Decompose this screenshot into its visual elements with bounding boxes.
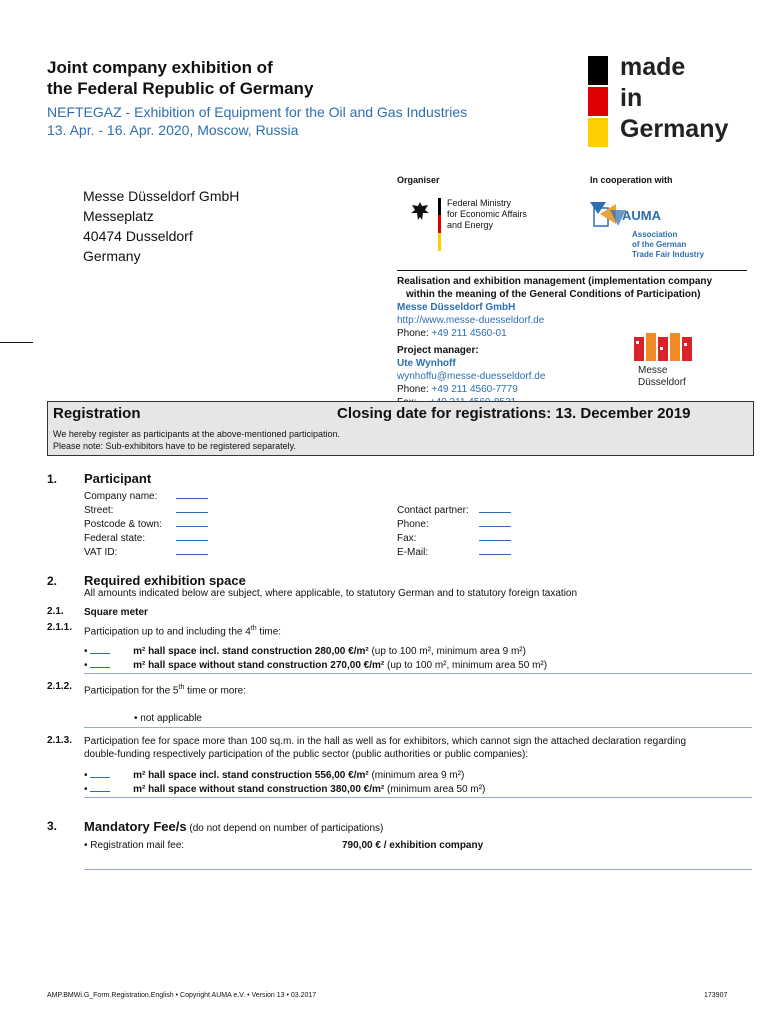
auma-tagline-line: Association (632, 230, 678, 239)
section-divider (84, 797, 752, 798)
sqm-field-without-380[interactable] (90, 781, 110, 792)
contact-partner-row: Contact partner: (397, 505, 469, 516)
ministry-name-line: and Energy (447, 220, 494, 230)
ministry-logo (408, 198, 548, 260)
vat-id-field[interactable] (176, 544, 208, 555)
logo-word-in: in (620, 84, 643, 112)
management-heading-cont: within the meaning of the General Conditions of Participation) (406, 289, 701, 300)
title-line-2: the Federal Republic of Germany (47, 79, 314, 98)
event-dates: 13. Apr. - 16. Apr. 2020, Moscow, Russia (47, 122, 299, 138)
fee-item-label: • Registration mail fee: (84, 840, 185, 851)
management-phone-row: Phone: +49 211 4560-01 (397, 328, 507, 339)
management-divider (397, 270, 747, 271)
company-name-row: Company name: (84, 491, 158, 502)
subsection-2-1-1-text: Participation up to and including the 4th time: (84, 625, 282, 638)
ministry-name-line: Federal Ministry (447, 198, 512, 208)
section-divider (84, 673, 752, 674)
auma-logo (588, 198, 728, 260)
section-heading-space: Required exhibition space (84, 573, 246, 588)
registration-box (47, 401, 754, 456)
registration-title: Registration (53, 405, 141, 422)
section-number: 3. (47, 819, 58, 833)
title-line-1: Joint company exhibition of (47, 58, 273, 77)
flag-red-stripe (588, 87, 608, 116)
section-divider (84, 727, 752, 728)
registration-note: We hereby register as participants at the above-mentioned participation. (53, 429, 340, 439)
fee-amount: 790,00 € / exhibition company (342, 840, 484, 851)
footer-form-number: 173907 (704, 992, 728, 999)
subsection-2-1-2-text: Participation for the 5th time or more: (84, 684, 247, 697)
management-phone: +49 211 4560-01 (431, 328, 507, 339)
sqm-field-without-270[interactable] (90, 657, 110, 668)
contact-partner-field[interactable] (479, 502, 511, 513)
street-row: Street: (84, 505, 114, 516)
subsection-title-square-meter: Square meter (84, 607, 148, 618)
recipient-address (83, 186, 239, 266)
document-title (47, 57, 313, 99)
phone-field[interactable] (479, 516, 511, 527)
ministry-name-line: for Economic Affairs (447, 209, 527, 219)
federal-eagle-icon (408, 200, 432, 224)
company-name-field[interactable] (176, 488, 208, 499)
address-line: Messe Düsseldorf GmbH (83, 188, 240, 204)
logo-word-germany: Germany (620, 115, 729, 143)
subsection-2-1-3-text: Participation fee for space more than 100 sq.m. in the hall as well as for exhibitors, which cannot sign the attached declaration regarding double-funding respectively participation of the public sector (public authorities or public companies): (84, 736, 687, 760)
address-line: 40474 Dusseldorf (83, 228, 193, 244)
sqm-field-incl-556[interactable] (90, 767, 110, 778)
section-number: 1. (47, 472, 58, 486)
option-incl-construction-280: • m² hall space incl. stand construction 280,00 €/m² (up to 100 m², minimum area 9 m²) (84, 643, 526, 658)
fold-mark (0, 342, 33, 343)
project-manager-email-link[interactable]: wynhoffu@messe-duesseldorf.de (397, 371, 546, 382)
address-line: Messeplatz (83, 208, 154, 224)
ministry-flag-black (438, 198, 441, 215)
event-name: NEFTEGAZ - Exhibition of Equipment for the Oil and Gas Industries (47, 104, 468, 120)
ministry-flag-gold (438, 233, 441, 251)
email-field[interactable] (479, 544, 511, 555)
fax-field[interactable] (479, 530, 511, 541)
messe-logo-word: Düsseldorf (638, 377, 686, 388)
not-applicable-text: • not applicable (134, 713, 202, 724)
option-without-construction-380: • m² hall space without stand construction 380,00 €/m² (minimum area 50 m²) (84, 781, 485, 796)
tax-note: All amounts indicated below are subject, where applicable, to statutory German and to statutory foreign taxation (84, 588, 578, 599)
messe-m-emblem-icon (634, 333, 694, 361)
management-website-link[interactable]: http://www.messe-duesseldorf.de (397, 315, 545, 326)
messe-duesseldorf-logo (632, 333, 712, 389)
postcode-row: Postcode & town: (84, 519, 162, 530)
fax-row: Fax: (397, 533, 417, 544)
logo-word-made: made (620, 53, 686, 81)
management-company: Messe Düsseldorf GmbH (397, 302, 516, 313)
subsection-number: 2.1. (47, 606, 64, 617)
postcode-town-field[interactable] (176, 516, 208, 527)
closing-date: Closing date for registrations: 13. December 2019 (337, 405, 691, 422)
subsection-number: 2.1.2. (47, 681, 73, 692)
ministry-flag-red (438, 215, 441, 233)
messe-logo-word: Messe (638, 365, 668, 376)
auma-name: AUMA (622, 208, 661, 223)
option-incl-construction-556: • m² hall space incl. stand construction 556,00 €/m² (minimum area 9 m²) (84, 767, 464, 782)
section-heading-fees: Mandatory Fee/s (do not depend on number of participations) (84, 819, 384, 834)
vat-id-row: VAT ID: (84, 547, 118, 558)
option-without-construction-270: • m² hall space without stand construction 270,00 €/m² (up to 100 m², minimum area 50 m²) (84, 657, 547, 672)
section-heading-participant: Participant (84, 471, 152, 486)
auma-tagline-line: of the German (632, 240, 687, 249)
auma-tagline-line: Trade Fair Industry (632, 250, 705, 259)
federal-state-row: Federal state: (84, 533, 146, 544)
registration-note: Please note: Sub-exhibitors have to be registered separately. (53, 441, 296, 451)
section-divider (84, 869, 752, 870)
sqm-field-incl-280[interactable] (90, 643, 110, 654)
project-manager-label: Project manager: (397, 345, 479, 356)
footer-copyright: AMP.BMWi.G_Form.Registration.English • Copyright AUMA e.V. • Version 13 • 03.2017 (47, 992, 317, 999)
project-manager-phone-row: Phone: +49 211 4560-7779 (397, 384, 518, 395)
federal-state-field[interactable] (176, 530, 208, 541)
subsection-number: 2.1.3. (47, 735, 73, 746)
project-manager-phone: +49 211 4560-7779 (431, 384, 518, 395)
event-subtitle (47, 103, 467, 139)
street-field[interactable] (176, 502, 208, 513)
subsection-number: 2.1.1. (47, 622, 73, 633)
section-number: 2. (47, 574, 58, 588)
flag-gold-stripe (588, 118, 608, 147)
made-in-germany-logo (588, 53, 734, 148)
address-line: Germany (83, 248, 141, 264)
phone-row: Phone: (397, 519, 429, 530)
flag-black-stripe (588, 56, 608, 85)
organiser-label: Organiser (397, 175, 440, 185)
email-row: E-Mail: (397, 547, 429, 558)
project-manager-name: Ute Wynhoff (397, 358, 456, 369)
management-heading: Realisation and exhibition management (implementation company (397, 276, 713, 287)
cooperation-label: In cooperation with (590, 175, 673, 185)
